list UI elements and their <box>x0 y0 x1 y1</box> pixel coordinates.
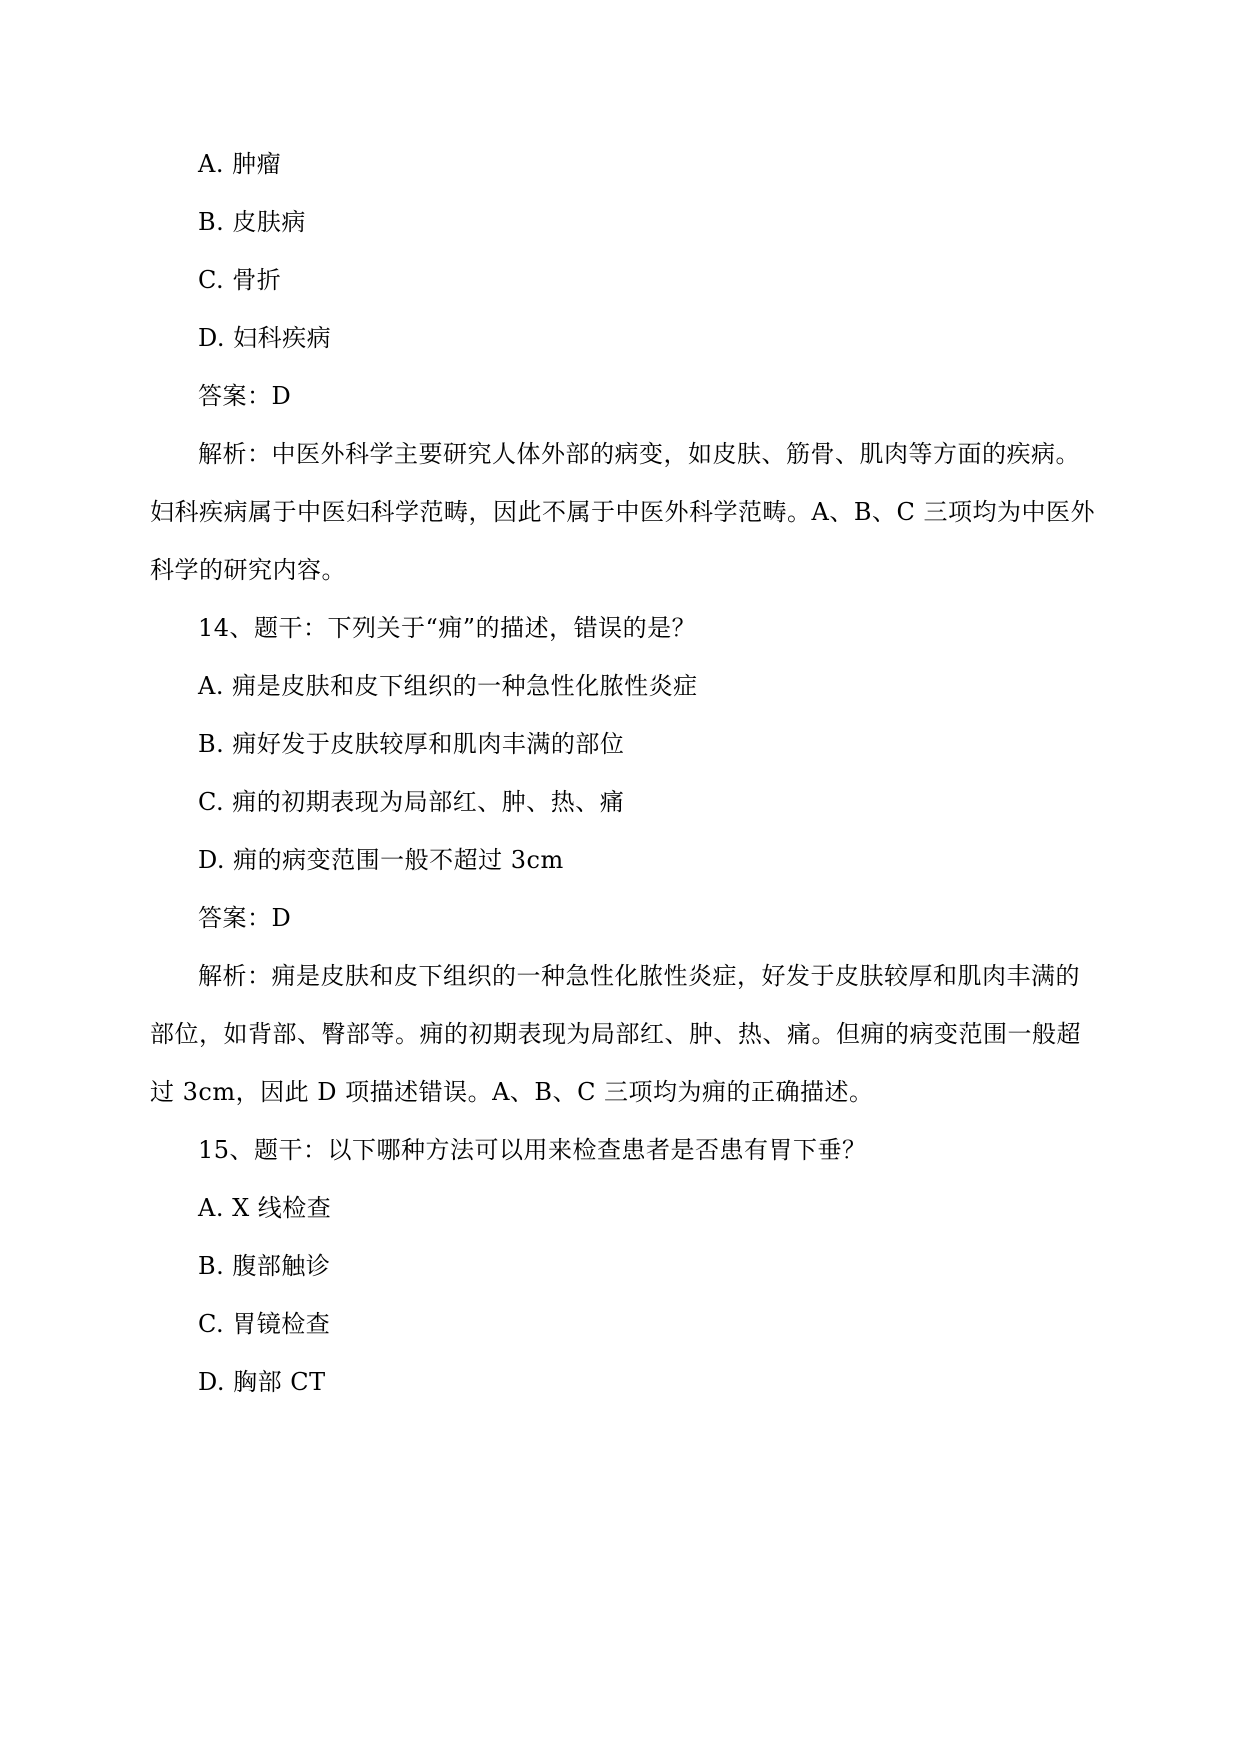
option-c: C. 胃镜检查 <box>198 1310 331 1338</box>
analysis-line-3: 科学的研究内容。 <box>150 556 346 584</box>
analysis-line-2: 妇科疾病属于中医妇科学范畴，因此不属于中医外科学范畴。A、B、C 三项均为中医外 <box>150 498 1095 526</box>
analysis-line-3: 过 3cm，因此 D 项描述错误。A、B、C 三项均为痈的正确描述。 <box>150 1078 874 1106</box>
option-d: D. 妇科疾病 <box>198 324 332 352</box>
option-a: A. 肿瘤 <box>198 150 282 178</box>
option-b: B. 皮肤病 <box>198 208 306 236</box>
answer: 答案：D <box>198 904 292 932</box>
option-d: D. 痈的病变范围一般不超过 3cm <box>198 846 564 874</box>
analysis-line-1: 解析：痈是皮肤和皮下组织的一种急性化脓性炎症，好发于皮肤较厚和肌肉丰满的 <box>198 962 1080 990</box>
option-b: B. 腹部触诊 <box>198 1252 331 1280</box>
option-b: B. 痈好发于皮肤较厚和肌肉丰满的部位 <box>198 730 625 758</box>
analysis-line-1: 解析：中医外科学主要研究人体外部的病变，如皮肤、筋骨、肌肉等方面的疾病。 <box>198 440 1080 468</box>
question-stem: 14、题干：下列关于“痈”的描述，错误的是？ <box>198 614 697 642</box>
question-stem: 15、题干：以下哪种方法可以用来检查患者是否患有胃下垂？ <box>198 1136 867 1164</box>
analysis-line-2: 部位，如背部、臀部等。痈的初期表现为局部红、肿、热、痛。但痈的病变范围一般超 <box>150 1020 1081 1048</box>
option-a: A. X 线检查 <box>198 1194 332 1222</box>
answer: 答案：D <box>198 382 292 410</box>
option-c: C. 骨折 <box>198 266 282 294</box>
option-a: A. 痈是皮肤和皮下组织的一种急性化脓性炎症 <box>198 672 698 700</box>
option-d: D. 胸部 CT <box>198 1368 326 1396</box>
option-c: C. 痈的初期表现为局部红、肿、热、痛 <box>198 788 625 816</box>
